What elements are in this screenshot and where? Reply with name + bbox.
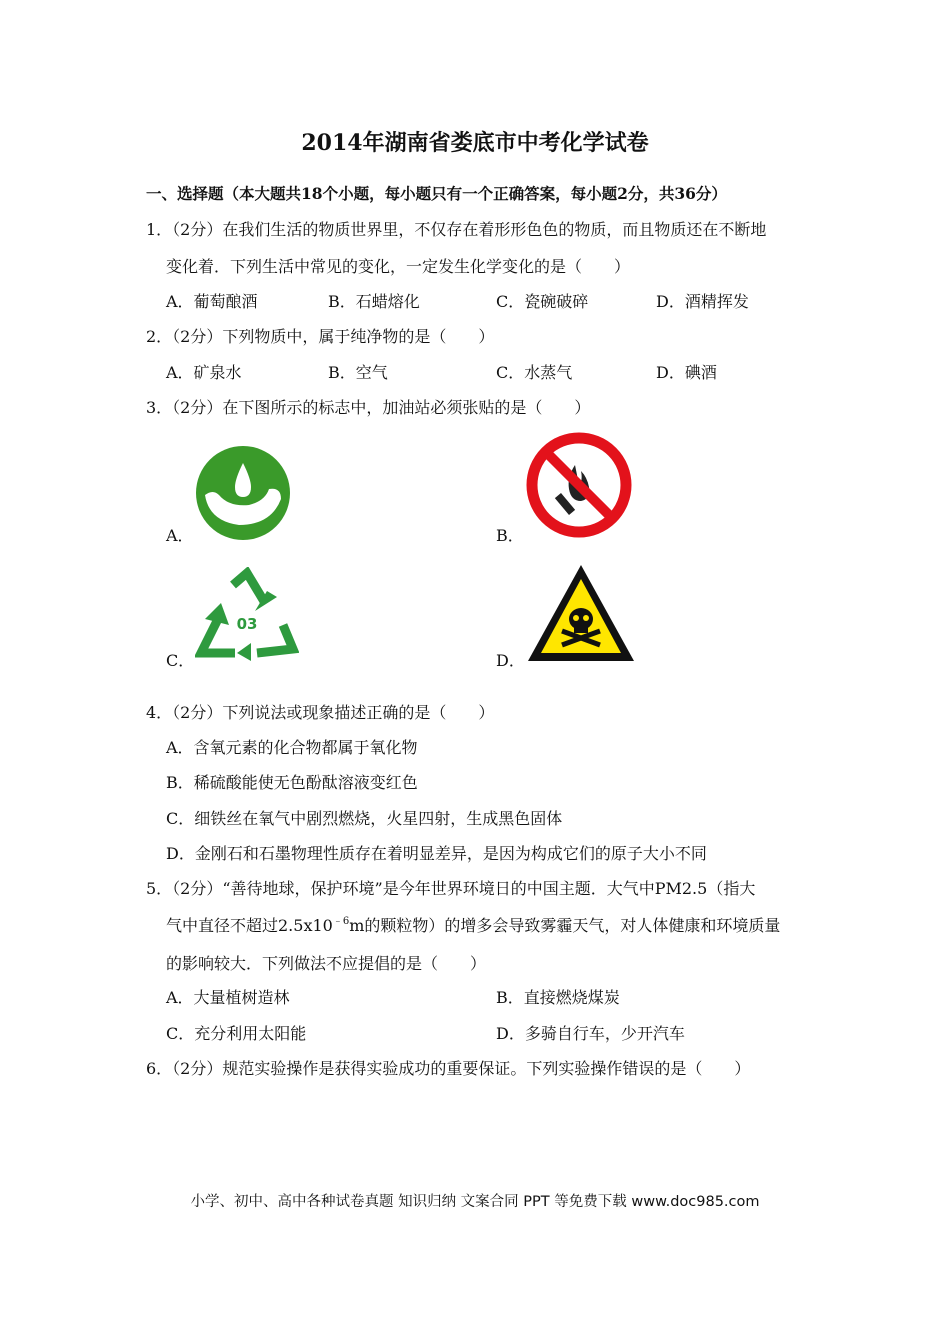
q5-stem-line3: 的影响较大．下列做法不应提倡的是（ ）	[166, 954, 487, 973]
q2-option-b: B．空气	[328, 363, 388, 382]
q1-option-b: B．石蜡熔化	[328, 292, 420, 311]
no-open-flame-sign-icon	[525, 431, 633, 539]
q4-stem: 4．（2分）下列说法或现象描述正确的是（ ）	[146, 703, 495, 722]
q5-line2-pre: 气中直径不超过2.5x10	[166, 916, 333, 935]
q1-option-d: D．酒精挥发	[656, 292, 749, 311]
q2-option-d: D．碘酒	[656, 363, 717, 382]
q3-option-a: A．	[166, 526, 194, 545]
q5-exponent: ﹣6	[332, 916, 350, 927]
q5-option-a: A．大量植树造林	[166, 988, 290, 1007]
q2-option-c: C．水蒸气	[496, 363, 573, 382]
q5-option-d: D．多骑自行车，少开汽车	[496, 1024, 685, 1043]
q2-option-a: A．矿泉水	[166, 363, 242, 382]
q4-option-c: C．细铁丝在氧气中剧烈燃烧，火星四射，生成黑色固体	[166, 809, 563, 828]
q1-stem-line2: 变化着．下列生活中常见的变化，一定发生化学变化的是（ ）	[166, 257, 631, 276]
q4-option-d: D．金刚石和石墨物理性质存在着明显差异，是因为构成它们的原子大小不同	[166, 844, 707, 863]
q5-option-b: B．直接燃烧煤炭	[496, 988, 620, 1007]
q1-option-a: A．葡萄酿酒	[166, 292, 258, 311]
q4-option-a: A．含氧元素的化合物都属于氧化物	[166, 738, 418, 757]
q1-option-c: C．瓷碗破碎	[496, 292, 589, 311]
q5-stem-line2	[166, 913, 780, 936]
section-heading: 一、选择题（本大题共18个小题，每小题只有一个正确答案，每小题2分，共36分）	[146, 184, 727, 203]
water-saving-sign-icon	[195, 445, 291, 541]
page-footer: 小学、初中、高中各种试卷真题 知识归纳 文案合同 PPT 等免费下载 www.doc985.com	[190, 1194, 760, 1210]
recycling-sign-icon	[195, 567, 299, 661]
page-title: 2014年湖南省娄底市中考化学试卷	[301, 130, 649, 156]
q1-stem-line1: 1．（2分）在我们生活的物质世界里，不仅存在着形形色色的物质，而且物质还在不断地	[146, 220, 767, 239]
recycle-number-label: 03	[236, 615, 258, 633]
q3-option-b: B．	[496, 526, 524, 545]
toxic-warning-sign-icon	[524, 561, 638, 665]
q5-stem-line1: 5．（2分）“善待地球，保护环境”是今年世界环境日的中国主题．大气中PM2.5（指大	[146, 879, 756, 898]
q4-option-b: B．稀硫酸能使无色酚酞溶液变红色	[166, 773, 418, 792]
q6-stem: 6．（2分）规范实验操作是获得实验成功的重要保证。下列实验操作错误的是（ ）	[146, 1059, 751, 1078]
q3-stem: 3．（2分）在下图所示的标志中，加油站必须张贴的是（ ）	[146, 398, 591, 417]
q5-line2-post: m的颗粒物）的增多会导致雾霾天气，对人体健康和环境质量	[349, 916, 781, 935]
q3-option-c: C．	[166, 651, 195, 670]
q3-option-d: D．	[496, 651, 525, 670]
q5-option-c: C．充分利用太阳能	[166, 1024, 307, 1043]
q2-stem: 2．（2分）下列物质中，属于纯净物的是（ ）	[146, 327, 495, 346]
